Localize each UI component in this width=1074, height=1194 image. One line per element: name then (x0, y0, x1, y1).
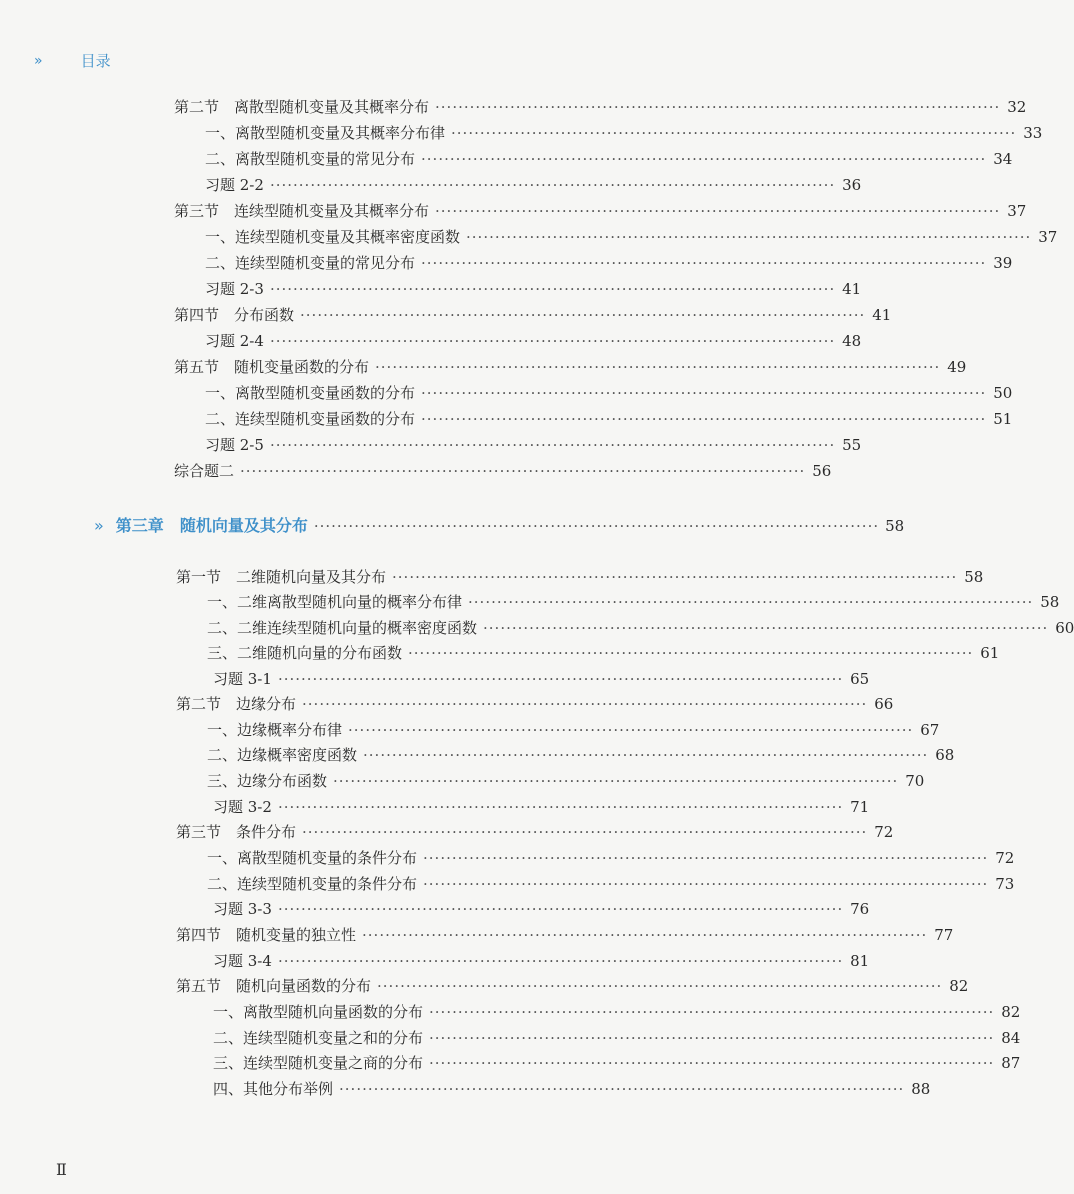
page-number: 58 (885, 517, 905, 535)
page-number: 65 (850, 670, 870, 688)
page-number: 77 (934, 926, 954, 944)
page-number: 72 (995, 849, 1015, 867)
header-title: 目录 (80, 52, 111, 70)
toc-entry-subsection[interactable]: 二、连续型随机变量函数的分布 ·································································································· 51 (205, 410, 1013, 428)
page-number: 84 (1001, 1029, 1021, 1047)
page-number: 36 (842, 176, 862, 194)
page-number: 58 (964, 568, 984, 586)
page-number: 37 (1007, 202, 1027, 220)
toc-entry-subsection[interactable]: 三、边缘分布函数 ·································································································· 70 (207, 772, 925, 790)
page-number: 73 (995, 875, 1015, 893)
toc-entry-subsection[interactable]: 二、连续型随机变量的条件分布 ·································································································· 73 (207, 875, 1015, 893)
page-number: 39 (993, 254, 1013, 272)
toc-entry-subsection[interactable]: 一、离散型随机变量及其概率分布律 ·································································································· 33 (205, 124, 1043, 142)
page-number: 32 (1007, 98, 1027, 116)
page-number: 66 (874, 695, 894, 713)
toc-entry-exercise[interactable]: 习题 3-4 ·································································································· 81 (213, 952, 870, 970)
toc-entry-section[interactable]: 第四节 随机变量的独立性 ·································································································· 77 (176, 926, 954, 944)
page-number: 49 (947, 358, 967, 376)
page-number: 81 (850, 952, 870, 970)
page-number: 37 (1038, 228, 1058, 246)
page-number: 33 (1023, 124, 1043, 142)
toc-entry-subsection[interactable]: 二、连续型随机变量的常见分布 ·································································································· 39 (205, 254, 1013, 272)
toc-entry-section[interactable]: 第五节 随机向量函数的分布 ·································································································· 82 (176, 977, 969, 995)
toc-entry-exercise[interactable]: 习题 2-3 ·································································································· 41 (205, 280, 862, 298)
page-number: 56 (812, 462, 832, 480)
toc-entry-subsection[interactable]: 一、连续型随机变量及其概率密度函数 ·································································································· 37 (205, 228, 1058, 246)
toc-entry-subsection[interactable]: 一、离散型随机变量函数的分布 ·································································································· 50 (205, 384, 1013, 402)
page-number: 82 (1001, 1003, 1021, 1021)
page-number: 72 (874, 823, 894, 841)
toc-entry-subsection[interactable]: 一、边缘概率分布律 ·································································································· 67 (207, 721, 940, 739)
toc-entry-subsection[interactable]: 二、二维连续型随机向量的概率密度函数 ·································································································· 60 (207, 619, 1074, 637)
toc-entry-section[interactable]: 第三节 连续型随机变量及其概率分布 ·································································································· 37 (174, 202, 1027, 220)
toc-entry-subsection[interactable]: 三、二维随机向量的分布函数 ·································································································· 61 (207, 644, 1000, 662)
page-number: 68 (935, 746, 955, 764)
toc-entry-subsection[interactable]: 一、离散型随机变量的条件分布 ·································································································· 72 (207, 849, 1015, 867)
page-number: 70 (905, 772, 925, 790)
toc-entry-section[interactable]: 第三节 条件分布 ·································································································· 72 (176, 823, 894, 841)
toc-entry-exercise[interactable]: 习题 2-4 ·································································································· 48 (205, 332, 862, 350)
toc-entry-exercise[interactable]: 习题 3-1 ·································································································· 65 (213, 670, 870, 688)
page-number: 88 (911, 1080, 931, 1098)
page-number: 58 (1040, 593, 1060, 611)
toc-entry-subsection[interactable]: 一、二维离散型随机向量的概率分布律 ·································································································· 58 (207, 593, 1060, 611)
toc-entry-exercise[interactable]: 习题 3-3 ·································································································· 76 (213, 900, 870, 918)
page-number: 41 (872, 306, 892, 324)
toc-entry-section[interactable]: 第五节 随机变量函数的分布 ·································································································· 49 (174, 358, 967, 376)
toc-entry-section[interactable]: 第一节 二维随机向量及其分布 ·································································································· 58 (176, 568, 984, 586)
double-chevron-icon: » (94, 516, 102, 535)
page-number: 41 (842, 280, 862, 298)
toc-entry-subsection[interactable]: 一、离散型随机向量函数的分布 ·································································································· 82 (213, 1003, 1021, 1021)
page-number: 51 (993, 410, 1013, 428)
toc-entry-subsection[interactable]: 三、连续型随机变量之商的分布 ·································································································· 87 (213, 1054, 1021, 1072)
page-number: 50 (993, 384, 1013, 402)
page-number: 76 (850, 900, 870, 918)
toc-entry-section[interactable]: 第四节 分布函数 ·································································································· 41 (174, 306, 892, 324)
toc-entry-subsection[interactable]: 二、边缘概率密度函数 ·································································································· 68 (207, 746, 955, 764)
footer-page-number: Ⅱ (56, 1160, 67, 1179)
page-number: 87 (1001, 1054, 1021, 1072)
chapter-heading[interactable]: » 第三章 随机向量及其分布 ·································································································· 58 (94, 514, 738, 538)
page-number: 82 (949, 977, 969, 995)
page-number: 48 (842, 332, 862, 350)
page-number: 60 (1055, 619, 1074, 637)
toc-entry-exercise[interactable]: 习题 3-2 ·································································································· 71 (213, 798, 870, 816)
chapter-number: 第三章 (115, 516, 164, 535)
page-number: 34 (993, 150, 1013, 168)
toc-entry-section[interactable]: 第二节 边缘分布 ·································································································· 66 (176, 695, 894, 713)
toc-entry-review[interactable]: 综合题二 ·································································································· 56 (174, 462, 832, 480)
toc-entry-exercise[interactable]: 习题 2-5 ·································································································· 55 (205, 436, 862, 454)
running-header (34, 50, 111, 71)
page-number: 67 (920, 721, 940, 739)
page-number: 55 (842, 436, 862, 454)
toc-entry-subsection[interactable]: 二、离散型随机变量的常见分布 ·································································································· 34 (205, 150, 1013, 168)
toc-entry-exercise[interactable]: 习题 2-2 ·································································································· 36 (205, 176, 862, 194)
page-number: 61 (980, 644, 1000, 662)
double-chevron-icon: » (34, 52, 41, 69)
toc-entry-section[interactable]: 第二节 离散型随机变量及其概率分布 ·································································································· 32 (174, 98, 1027, 116)
page-number: 71 (850, 798, 870, 816)
toc-entry-subsection[interactable]: 二、连续型随机变量之和的分布 ·································································································· 84 (213, 1029, 1021, 1047)
toc-entry-subsection[interactable]: 四、其他分布举例 ·································································································· 88 (213, 1080, 931, 1098)
chapter-title: 随机向量及其分布 (179, 516, 308, 535)
